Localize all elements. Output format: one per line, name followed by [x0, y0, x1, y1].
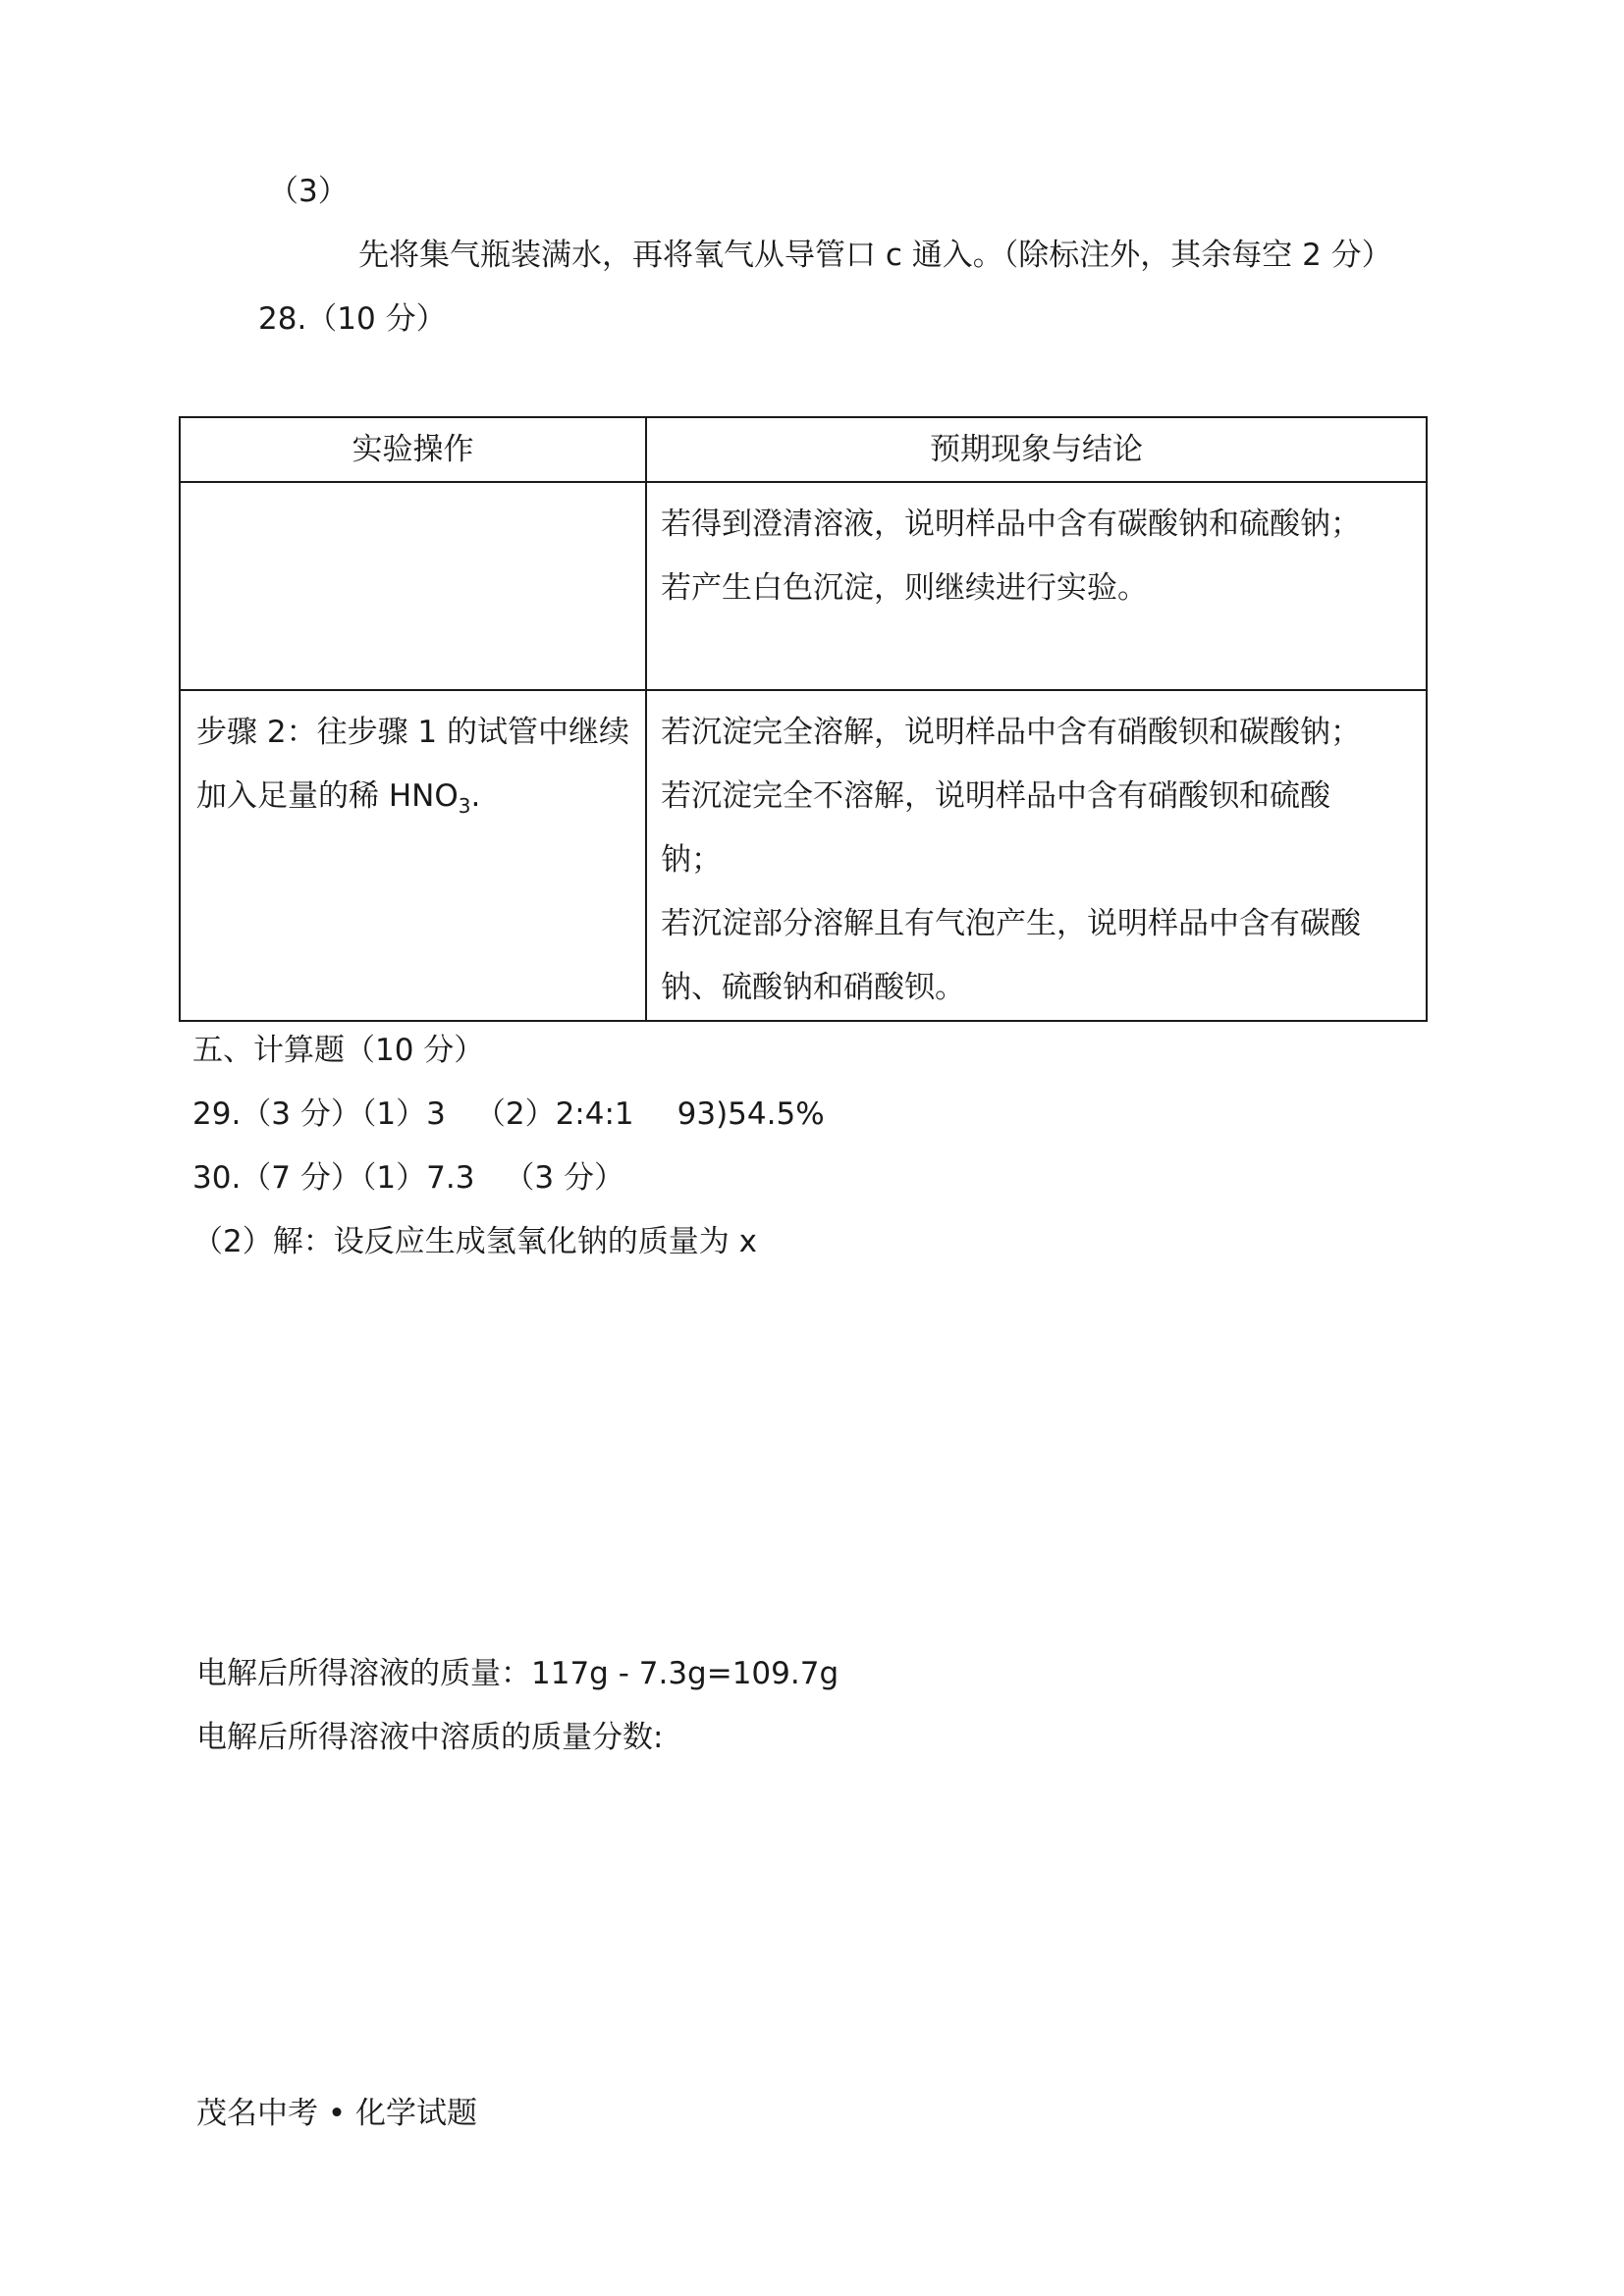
header-result: 预期现象与结论	[646, 417, 1427, 482]
row2-operation-line: 步骤 2：往步骤 1 的试管中继续	[196, 715, 630, 750]
table-header-row	[180, 417, 1427, 482]
q30-part2: （2）解：设反应生成氢氧化钠的质量为 x	[192, 1224, 757, 1259]
row2-operation-line: 加入足量的稀 HNO	[196, 778, 459, 814]
hno3-subscript: 3	[458, 794, 471, 819]
table-row	[180, 690, 1427, 1021]
row2-result-cell	[646, 690, 1427, 1021]
q29-part1: （1）3	[360, 1096, 446, 1132]
q30-part1-score: （3 分）	[504, 1160, 624, 1196]
row2-result-line: 钠；	[661, 842, 722, 878]
question-29	[192, 1095, 825, 1134]
q30-part1: （1）7.3	[360, 1160, 475, 1196]
question-28-label: 28.（10 分）	[258, 301, 447, 337]
section-5-title: 五、计算题（10 分）	[192, 1033, 485, 1068]
row1-result-line: 若产生白色沉淀，则继续进行实验。	[661, 570, 1148, 606]
row2-result-line: 若沉淀完全不溶解，说明样品中含有硝酸钡和硫酸	[661, 778, 1330, 814]
row2-result-line: 若沉淀部分溶解且有气泡产生，说明样品中含有碳酸	[661, 906, 1361, 941]
row1-result-cell	[646, 482, 1427, 690]
q30-label: 30.（7 分）	[192, 1160, 361, 1196]
q29-label: 29.（3 分）	[192, 1096, 361, 1132]
row1-operation	[181, 483, 645, 493]
question-30	[192, 1158, 624, 1198]
mass-fraction-line: 电解后所得溶液中溶质的质量分数:	[196, 1720, 664, 1755]
experiment-table	[179, 416, 1428, 1022]
solution-mass-line: 电解后所得溶液的质量：117g - 7.3g=109.7g	[196, 1656, 839, 1691]
part-3-answer: 先将集气瓶装满水，再将氧气从导管口 c 通入。（除标注外，其余每空 2 分）	[358, 238, 1392, 273]
row1-operation-cell	[180, 482, 646, 690]
row2-result-line: 若沉淀完全溶解，说明样品中含有硝酸钡和碳酸钠；	[661, 715, 1361, 750]
part-3-label: （3）	[268, 174, 349, 209]
page-footer: 茂名中考 • 化学试题	[196, 2096, 477, 2131]
header-operation: 实验操作	[180, 417, 646, 482]
q29-part3: 93)54.5%	[677, 1096, 825, 1132]
q29-part2: （2）2:4:1	[474, 1096, 634, 1132]
row2-operation-end: .	[470, 778, 481, 814]
table-row	[180, 482, 1427, 690]
row1-result-line: 若得到澄清溶液，说明样品中含有碳酸钠和硫酸钠；	[661, 507, 1361, 542]
row2-result-line: 钠、硫酸钠和硝酸钡。	[661, 970, 965, 1005]
row2-operation-cell	[180, 690, 646, 1021]
